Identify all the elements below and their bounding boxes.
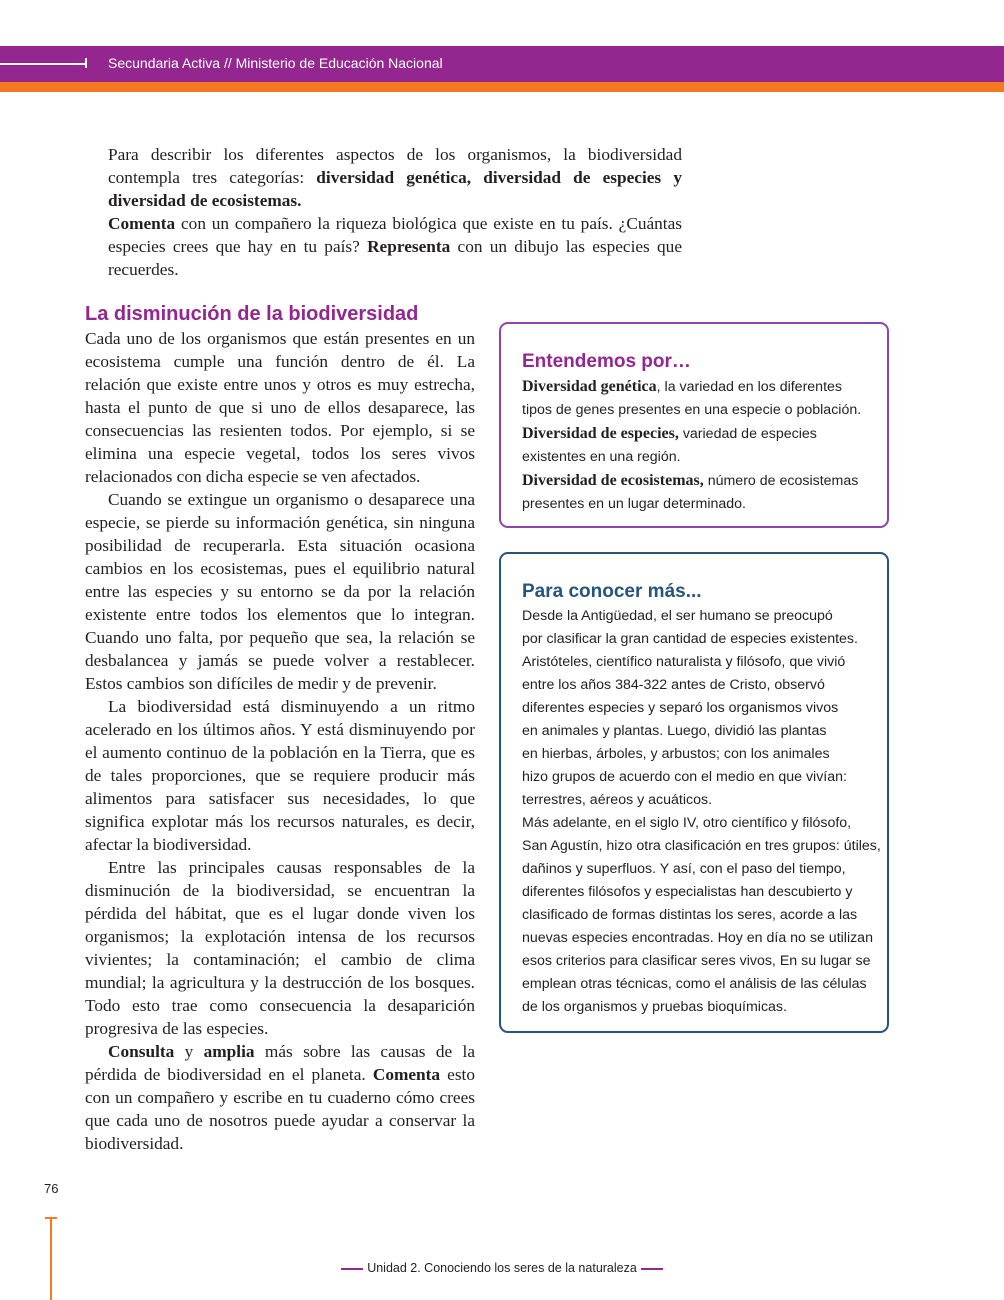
learn-more-line: hizo grupos de acuerdo con el medio en que vivían: — [522, 769, 847, 785]
learn-more-line: emplean otras técnicas, como el análisis de las células — [522, 976, 867, 992]
learn-more-box-title: Para conocer más... — [522, 581, 702, 602]
intro-text — [85, 143, 682, 281]
learn-more-line: de los organismos y pruebas bioquímicas. — [522, 999, 787, 1015]
learn-more-line: clasificado de formas distintas los seres, acorde a las — [522, 907, 858, 923]
margin-rule — [50, 1218, 52, 1300]
definition-species-cont: existentes en una región. — [522, 449, 681, 465]
footer — [0, 1260, 1004, 1276]
learn-more-line: San Agustín, hizo otra clasificación en tres grupos: útiles, — [522, 838, 881, 854]
page-number: 76 — [44, 1181, 59, 1196]
definition-genetic: Diversidad genética, la variedad en los diferentes — [522, 378, 842, 395]
footer-rule-right — [641, 1268, 663, 1270]
learn-more-line: dañinos y superfluos. Y así, con el paso del tiempo, — [522, 861, 846, 877]
section-paragraph-4: Entre las principales causas responsables de la disminución de la biodiversidad, se encuentran la pérdida del hábitat, que es el lugar donde viven los organismos; la explotación intensa de los recursos vivientes; la contaminación; el cambio de clima mundial; la agricultura y la destrucción de los bosques. Todo esto trae como consecuencia la desaparición progresiva de las especies. — [85, 858, 475, 1038]
learn-more-line: Desde la Antigüedad, el ser humano se preocupó — [522, 608, 833, 624]
section-paragraph-2: Cuando se extingue un organismo o desaparece una especie, se pierde su información genética, sin ninguna posibilidad de recuperarla. Esta situación ocasiona cambios en los ecosistemas, pues el equilibrio natural entre las especies y su entorno se da por la relación existente entre todos los elementos que lo integran. Cuando uno falta, por pequeño que sea, la relación se desbalancea y jamás se puede volver a restablecer. Estos cambios son difíciles de medir y de prevenir. — [85, 490, 475, 693]
learn-more-line: entre los años 384-322 antes de Cristo, observó — [522, 677, 825, 693]
definition-ecosystems-cont: presentes en un lugar determinado. — [522, 496, 746, 512]
definitions-box-body — [522, 375, 872, 516]
footer-unit: Unidad 2. — [367, 1261, 421, 1275]
intro-paragraph-1: Para describir los diferentes aspectos de los organismos, la biodiversidad contempla tres categorías: diversidad genética, diversidad de especies y diversidad de ecosistemas. — [108, 145, 682, 210]
intro-paragraph-2: Comenta con un compañero la riqueza biológica que existe en tu país. ¿Cuántas especies crees que hay en tu país? Representa con un dibujo las especies que recuerdes. — [108, 214, 682, 279]
learn-more-line: diferentes filósofos y especialistas han descubierto y — [522, 884, 853, 900]
learn-more-box — [499, 552, 889, 1033]
learn-more-line: Aristóteles, científico naturalista y filósofo, que vivió — [522, 654, 846, 670]
section-paragraph-3: La biodiversidad está disminuyendo a un ritmo acelerado en los últimos años. Y está disminuyendo por el aumento continuo de la población en la Tierra, que es de tales proporciones, que se requiere producir más alimentos para satisfacer sus necesidades, lo que significa explotar más los recursos naturales, es decir, afectar la biodiversidad. — [85, 697, 475, 854]
section-paragraph-1: Cada uno de los organismos que están presentes en un ecosistema cumple una función dentro de él. La relación que existe entre unos y otros es muy estrecha, hasta el punto de que si uno de ellos desaparece, las consecuencias las resienten todos. Por ejemplo, si se elimina una especie vegetal, todos los seres vivos relacionados con dicha especie se ven afectados. — [85, 329, 475, 486]
learn-more-line: esos criterios para clasificar seres vivos, En su lugar se — [522, 953, 871, 969]
definition-species: Diversidad de especies, variedad de especies — [522, 425, 817, 442]
learn-more-line: en animales y plantas. Luego, dividió las plantas — [522, 723, 827, 739]
footer-rule-left — [341, 1268, 363, 1270]
section-body — [85, 327, 475, 1155]
header-rule — [0, 63, 86, 65]
section-title: La disminución de la biodiversidad — [85, 303, 419, 325]
footer-unit-title: Conociendo los seres de la naturaleza — [420, 1261, 637, 1275]
header-title: Secundaria Activa // Ministerio de Educación Nacional — [108, 55, 443, 71]
header-rule-tick — [85, 58, 87, 68]
definition-ecosystems: Diversidad de ecosistemas, número de ecosistemas — [522, 472, 859, 489]
header-accent-bar — [0, 82, 1004, 92]
learn-more-line: nuevas especies encontradas. Hoy en día no se utilizan — [522, 930, 873, 946]
learn-more-line: terrestres, aéreos y acuáticos. — [522, 792, 713, 808]
learn-more-line: Más adelante, en el siglo IV, otro científico y filósofo, — [522, 815, 852, 831]
definitions-box — [499, 322, 889, 528]
definitions-box-title: Entendemos por… — [522, 351, 691, 372]
section-paragraph-5: Consulta y amplia más sobre las causas de la pérdida de biodiversidad en el planeta. Comenta esto con un compañero y escribe en tu cuaderno cómo crees que cada uno de nosotros puede ayudar a conservar la biodiversidad. — [85, 1042, 475, 1153]
learn-more-line: en hierbas, árboles, y arbustos; con los animales — [522, 746, 830, 762]
definition-genetic-cont: tipos de genes presentes en una especie o población. — [522, 402, 862, 418]
learn-more-line: por clasificar la gran cantidad de especies existentes. — [522, 631, 858, 647]
learn-more-box-body — [522, 605, 881, 1019]
learn-more-line: diferentes especies y separó los organismos vivos — [522, 700, 839, 716]
